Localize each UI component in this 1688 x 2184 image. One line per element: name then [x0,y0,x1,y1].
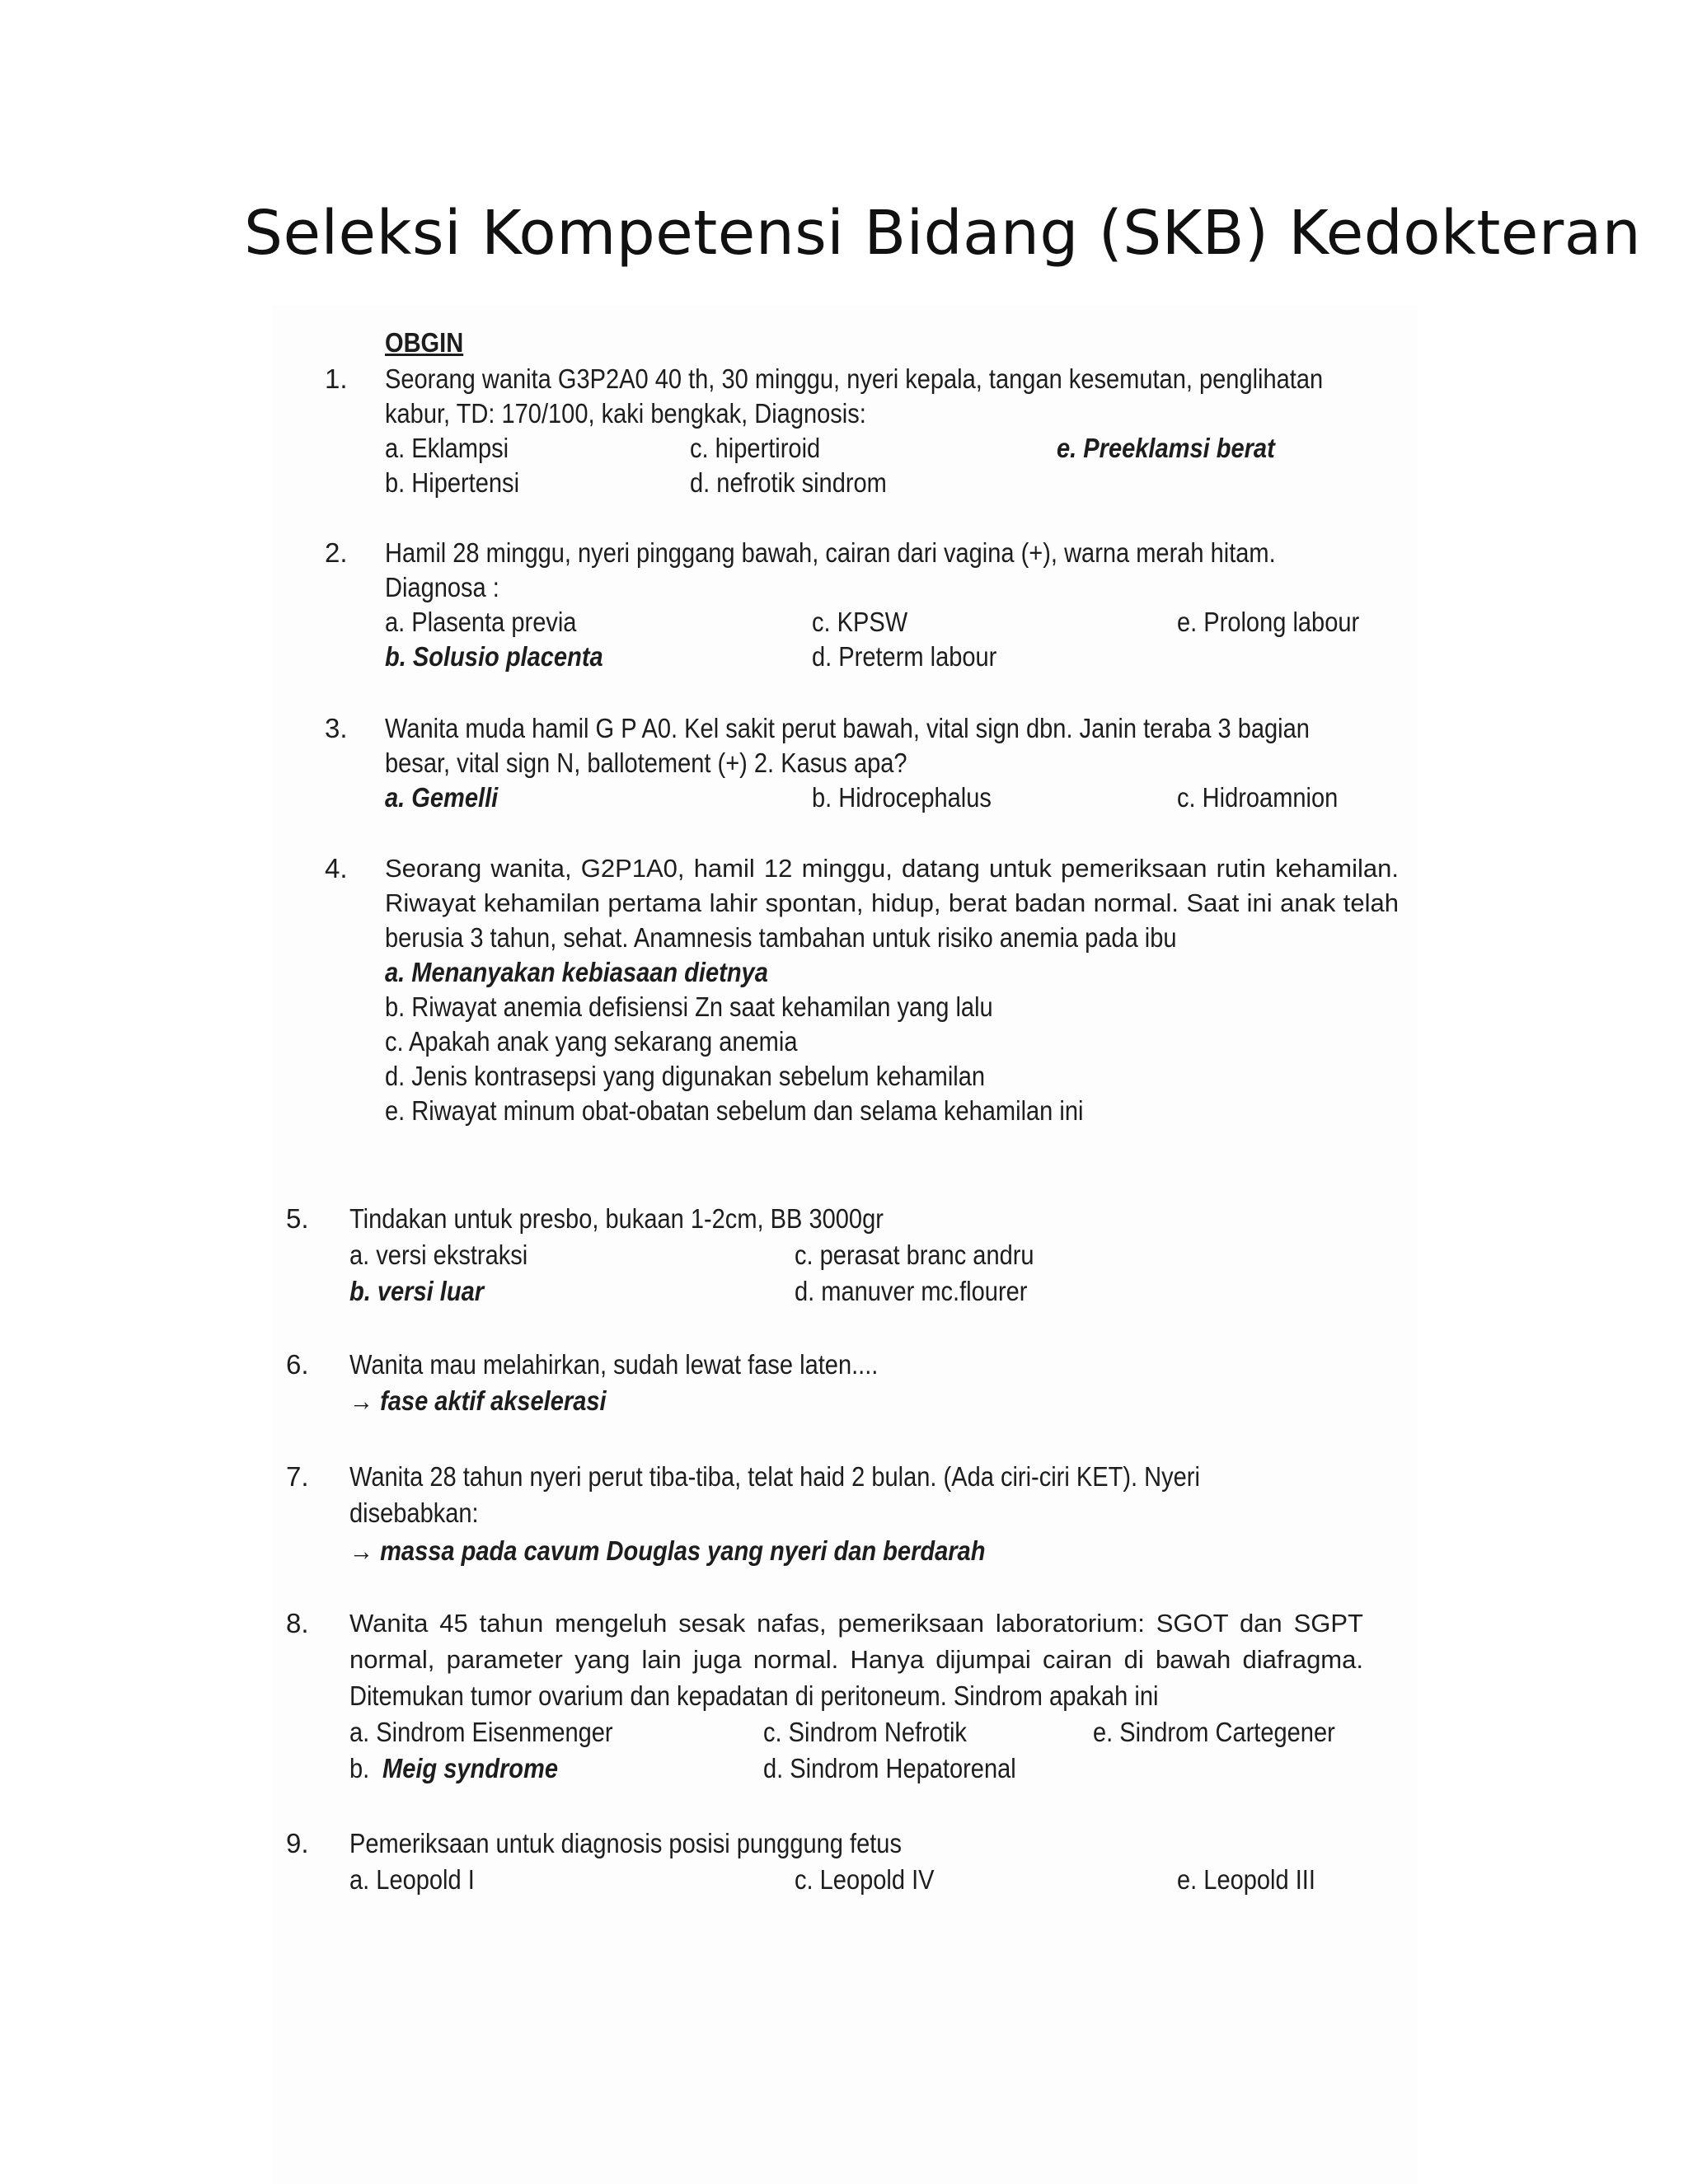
q1-option-b: b. Hipertensi [385,467,520,498]
q8-text-line1: Wanita 45 tahun mengeluh sesak nafas, pemeriksaan laboratorium: SGOT dan SGPT [349,1609,1363,1638]
q5-text-line1: Tindakan untuk presbo, bukaan 1-2cm, BB 3000gr [349,1203,884,1234]
q1-option-a: a. Eklampsi [385,433,509,463]
q5-option-d: d. manuver mc.flourer [795,1276,1028,1306]
q4-text-line2: Riwayat kehamilan pertama lahir spontan, hidup, berat badan normal. Saat ini anak telah [385,888,1399,917]
q1-option-d: d. nefrotik sindrom [690,467,887,498]
q4-option-b: b. Riwayat anemia defisiensi Zn saat kehamilan yang lalu [385,991,993,1022]
q6-number: 6. [286,1349,309,1380]
q5-option-c: c. perasat branc andru [795,1240,1034,1270]
q4-text-line1: Seorang wanita, G2P1A0, hamil 12 minggu, datang untuk pemeriksaan rutin kehamilan. [385,854,1399,883]
q5-option-a: a. versi ekstraksi [349,1240,528,1270]
q4-option-a-answer: a. Menanyakan kebiasaan dietnya [385,957,768,987]
q4-option-c: c. Apakah anak yang sekarang anemia [385,1026,798,1057]
q8-text-line2: normal, parameter yang lain juga normal. Hanya dijumpai cairan di bawah diafragma. [349,1645,1363,1674]
q2-option-b-answer: b. Solusio placenta [385,641,603,672]
q4-number: 4. [325,853,348,883]
q2-option-c: c. KPSW [812,607,908,637]
q8-option-b-prefix: b. [349,1753,370,1783]
q2-option-e: e. Prolong labour [1177,607,1360,637]
q8-option-d: d. Sindrom Hepatorenal [763,1753,1016,1783]
q2-option-d: d. Preterm labour [812,641,997,672]
q9-option-e: e. Leopold III [1177,1864,1315,1895]
q8-option-b-answer: Meig syndrome [382,1753,559,1783]
q4-option-d: d. Jenis kontrasepsi yang digunakan sebelum kehamilan [385,1061,986,1091]
q9-number: 9. [286,1828,309,1858]
q2-option-a: a. Plasenta previa [385,607,577,637]
q8-option-a: a. Sindrom Eisenmenger [349,1717,613,1747]
section-heading: OBGIN [385,327,464,358]
q6-text-line1: Wanita mau melahirkan, sudah lewat fase laten.... [349,1349,879,1380]
q3-option-b: b. Hidrocephalus [812,782,992,813]
q2-text-line1: Hamil 28 minggu, nyeri pinggang bawah, cairan dari vagina (+), warna merah hitam. [385,537,1276,568]
q5-number: 5. [286,1203,309,1234]
q9-option-a: a. Leopold I [349,1864,475,1895]
q7-text-line1: Wanita 28 tahun nyeri perut tiba-tiba, telat haid 2 bulan. (Ada ciri-ciri KET). Nyeri [349,1461,1200,1492]
q3-text-line1: Wanita muda hamil G P A0. Kel sakit perut bawah, vital sign dbn. Janin teraba 3 bagian [385,713,1310,743]
q9-option-c: c. Leopold IV [795,1864,935,1895]
q1-text-line2: kabur, TD: 170/100, kaki bengkak, Diagnosis: [385,398,866,429]
q8-option-c: c. Sindrom Nefrotik [763,1717,967,1747]
q3-number: 3. [325,713,348,743]
q8-option-e: e. Sindrom Cartegener [1093,1717,1335,1747]
q5-option-b-answer: b. versi luar [349,1276,485,1306]
q1-option-e-answer: e. Preeklamsi berat [1057,433,1275,463]
q7-text-line2: disebabkan: [349,1497,479,1528]
q2-number: 2. [325,537,348,568]
q3-option-c: c. Hidroamnion [1177,782,1339,813]
q1-number: 1. [325,363,348,394]
page-title: Seleksi Kompetensi Bidang (SKB) Kedokteran [244,198,1642,269]
q8-text-line3: Ditemukan tumor ovarium dan kepadatan di peritoneum. Sindrom apakah ini [349,1680,1159,1711]
q1-text-line1: Seorang wanita G3P2A0 40 th, 30 minggu, nyeri kepala, tangan kesemutan, penglihatan [385,363,1324,394]
q4-option-e: e. Riwayat minum obat-obatan sebelum dan selama kehamilan ini [385,1095,1084,1126]
q6-answer: → fase aktif akselerasi [349,1385,607,1416]
q3-option-a-answer: a. Gemelli [385,782,499,813]
q2-text-line2: Diagnosa : [385,572,499,602]
q8-number: 8. [286,1608,309,1638]
q1-option-c: c. hipertiroid [690,433,821,463]
q9-text-line1: Pemeriksaan untuk diagnosis posisi punggung fetus [349,1828,902,1858]
q4-text-line3: berusia 3 tahun, sehat. Anamnesis tambahan untuk risiko anemia pada ibu [385,922,1177,953]
q3-text-line2: besar, vital sign N, ballotement (+) 2. Kasus apa? [385,748,907,778]
q7-number: 7. [286,1461,309,1492]
q7-answer: → massa pada cavum Douglas yang nyeri dan berdarah [349,1535,986,1566]
